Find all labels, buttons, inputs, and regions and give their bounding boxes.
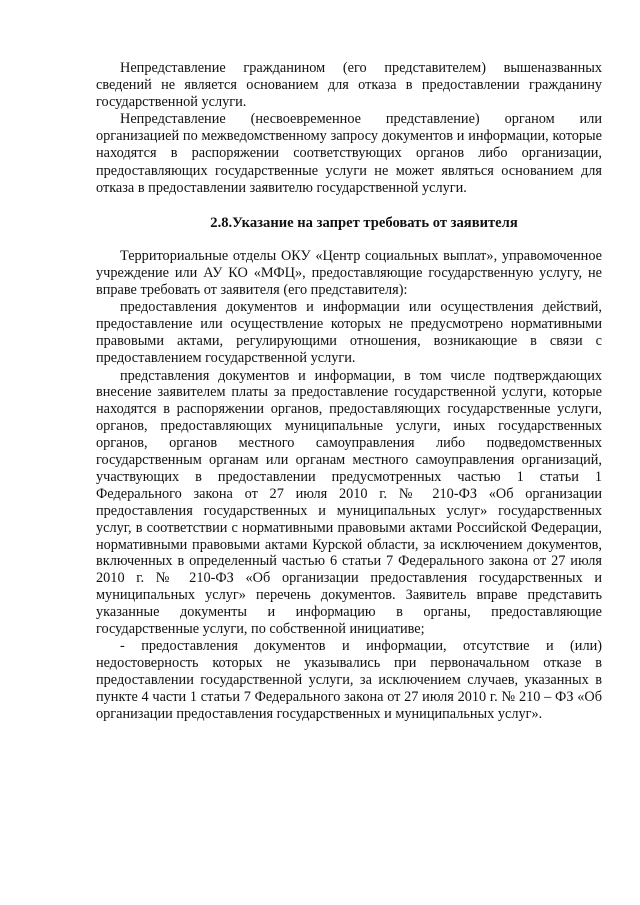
spacer [96,197,602,215]
paragraph-non-submission-agency: Непредставление (несвоевременное представление) органом или организацией по межведомственному запросу документов и информации, которые находятся в распоряжении соответствующих органов либо организации, предоставляющих государственные услуги не может являться основанием для отказа в предоставлении заявителю государственной услуги. [96,111,602,196]
paragraph-non-submission-citizen: Непредставление гражданином (его представителем) вышеназванных сведений не является основанием для отказа в предоставлении гражданину государственной услуги. [96,60,602,111]
section-heading: 2.8.Указание на запрет требовать от заявителя [210,214,518,231]
paragraph-prohibition-intro: Территориальные отделы ОКУ «Центр социальных выплат», управомоченное учреждение или АУ КО «МФЦ», предоставляющие государственную услугу, не вправе требовать от заявителя (его представителя): [96,247,602,299]
document-page [96,60,602,723]
spacer [96,232,602,248]
paragraph-prohibition-item-2: представления документов и информации, в том числе подтверждающих внесение заявителем платы за предоставление государственной услуги, которые находятся в распоряжении органов, предоставляющих государственные услуги, органов, предоставляющих муниципальные услуги, иных государственных органов, органов местного самоуправления либо подведомственных государственным органам или органам местного самоуправления организаций, участвующих в предоставлении предусмотренных частью 1 статьи 1 Федерального закона от 27 июля 2010 г. № 210-ФЗ «Об организации предоставления государственных и муниципальных услуг» государственных услуг, в соответствии с нормативными правовыми актами Российской Федерации, нормативными правовыми актами Курской области, за исключением документов, включенных в определенный частью 6 статьи 7 Федерального закона от 27 июля 2010 г. № 210-ФЗ «Об организации предоставления государственных и муниципальных услуг» перечень документов. Заявитель вправе представить указанные документы и информацию в органы, предоставляющие государственные услуги, по собственной инициативе; [96,367,602,638]
paragraph-prohibition-item-3: - предоставления документов и информации, отсутствие и (или) недостоверность которых не указывались при первоначальном отказе в предоставлении государственной услуги, за исключением случаев, указанных в пункте 4 части 1 статьи 7 Федерального закона от 27 июля 2010 г. № 210 – ФЗ «Об организации предоставления государственных и муниципальных услуг». [96,638,602,723]
paragraph-prohibition-item-1: предоставления документов и информации или осуществления действий, предоставление или осуществление которых не предусмотрено нормативными правовыми актами, регулирующими отношения, возникающие в связи с предоставлением государственной услуги. [96,299,602,367]
